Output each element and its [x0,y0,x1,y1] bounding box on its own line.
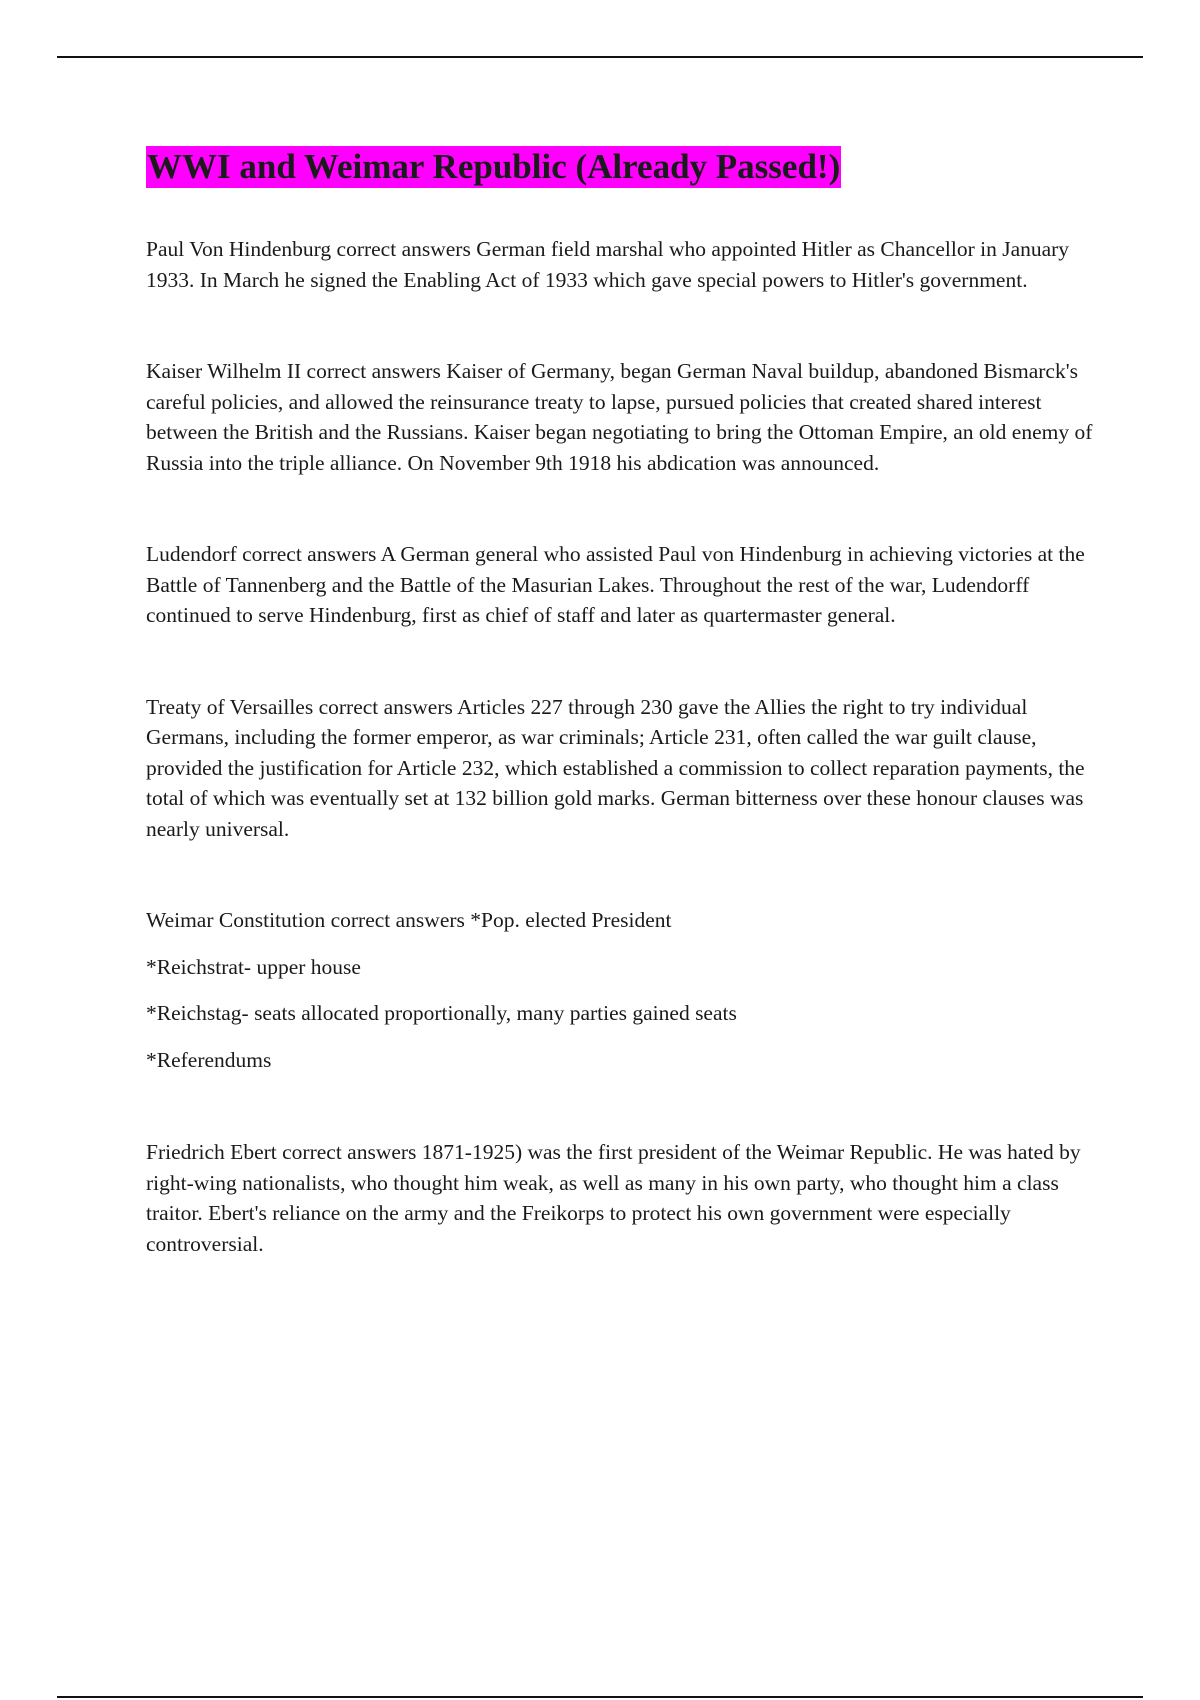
entry-ludendorf [146,539,1096,631]
entry-line: *Referendums [146,1047,272,1072]
entry-text: Friedrich Ebert correct answers 1871-1925) was the first president of the Weimar Republic. He was hated by right-wing nationalists, who thought him weak, as well as many in his own party, who thought him a class traitor. Ebert's reliance on the army and the Freikorps to protect his own government were especially controversial. [146,1140,1081,1256]
entry-treaty-of-versailles [146,692,1096,845]
entry-kaiser-wilhelm [146,356,1096,478]
entry-hindenburg [146,234,1096,295]
entry-text: Kaiser Wilhelm II correct answers Kaiser of Germany, began German Naval buildup, abandoned Bismarck's careful policies, and allowed the reinsurance treaty to lapse, pursued policies that created shared interest between the British and the Russians. Kaiser began negotiating to bring the Ottoman Empire, an old enemy of Russia into the triple alliance. On November 9th 1918 his abdication was announced. [146,359,1093,475]
entry-friedrich-ebert [146,1137,1096,1259]
bottom-rule [57,1696,1143,1698]
entry-line: *Reichstrat- upper house [146,954,361,979]
entry-weimar-constitution [146,905,1096,1075]
document-body [146,146,1096,1259]
document-title: WWI and Weimar Republic (Already Passed!) [147,147,841,186]
entry-line: *Reichstag- seats allocated proportionally, many parties gained seats [146,1001,737,1025]
top-rule [57,56,1143,58]
entry-text: Treaty of Versailles correct answers Articles 227 through 230 gave the Allies the right to try individual Germans, including the former emperor, as war criminals; Article 231, often called the war guilt clause, provided the justification for Article 232, which established a commission to collect reparation payments, the total of which was eventually set at 132 billion gold marks. German bitterness over these honour clauses was nearly universal. [146,694,1085,841]
entry-line: Weimar Constitution correct answers *Pop. elected President [146,908,672,932]
entry-text: Ludendorf correct answers A German general who assisted Paul von Hindenburg in achieving victories at the Battle of Tannenberg and the Battle of the Masurian Lakes. Throughout the rest of the war, Ludendorff continued to serve Hindenburg, first as chief of staff and later as quartermaster general. [146,542,1085,627]
entry-text: Paul Von Hindenburg correct answers German field marshal who appointed Hitler as Chancellor in January 1933. In March he signed the Enabling Act of 1933 which gave special powers to Hitler's government. [146,237,1070,292]
